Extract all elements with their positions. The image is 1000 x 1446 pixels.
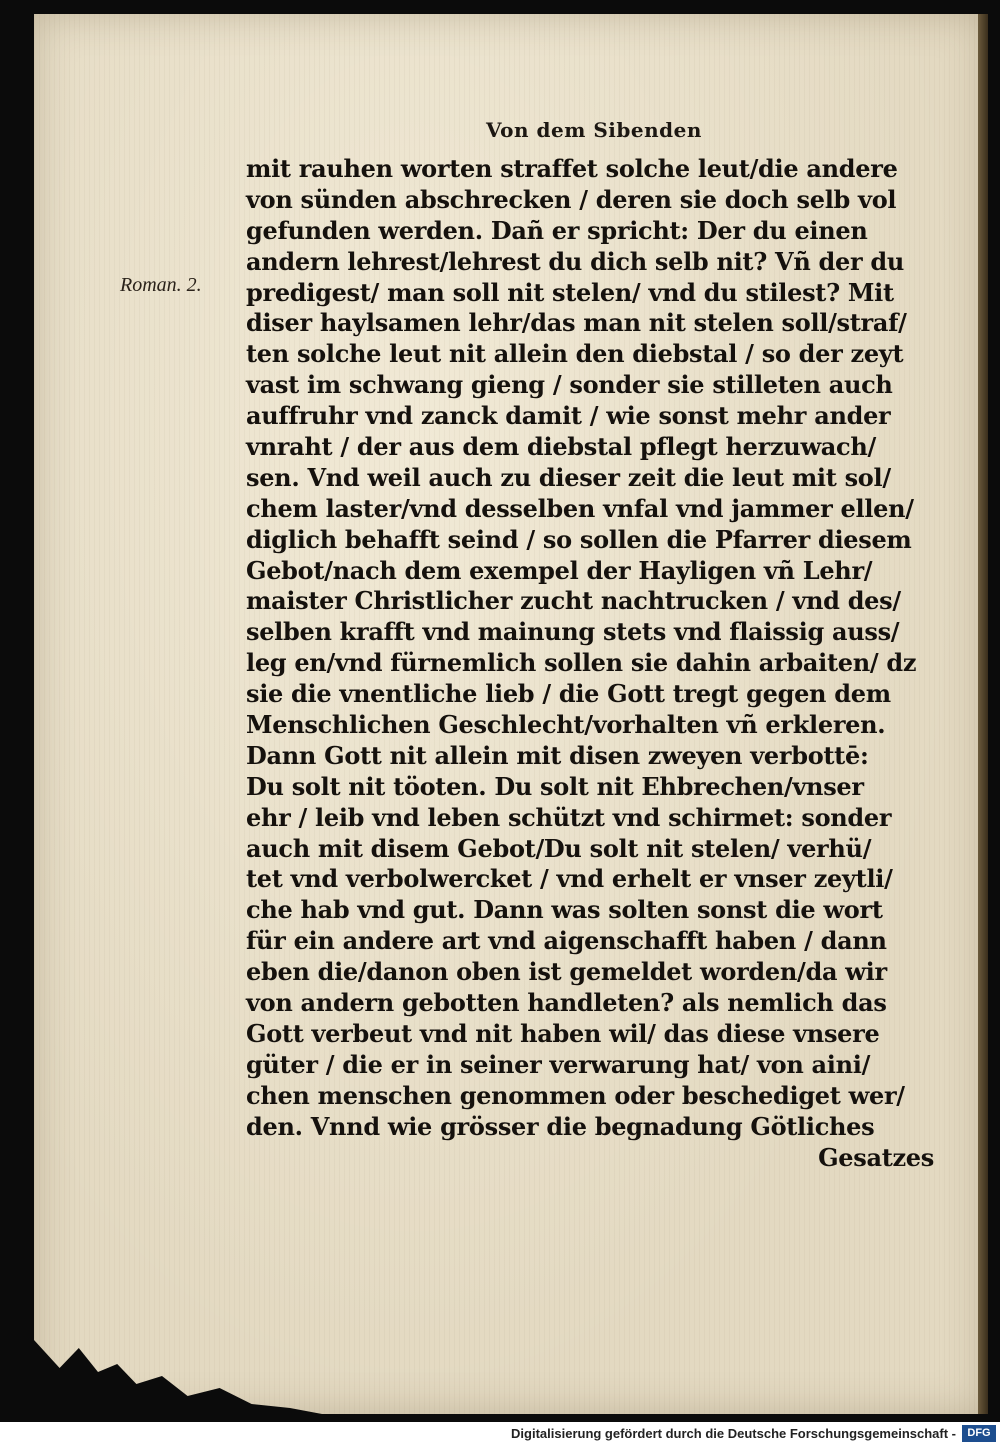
text-line: den. Vnnd wie grösser die begnadung Götliches — [246, 1111, 875, 1141]
text-line: andern lehrest/lehrest du dich selb nit? Vñ der du — [246, 246, 905, 276]
text-line: chen menschen genommen oder beschediget wer/ — [246, 1080, 905, 1110]
text-line: Du solt nit töoten. Du solt nit Ehbrechen/vnser — [246, 771, 864, 801]
text-line: diglich behafft seind / so sollen die Pfarrer diesem — [246, 524, 912, 554]
running-head: Von dem Sibenden — [486, 118, 702, 142]
text-line: vast im schwang gieng / sonder sie stilleten auch — [246, 370, 893, 400]
catchword: Gesatzes — [818, 1142, 934, 1172]
text-line: selben krafft vnd mainung stets vnd flaissig auss/ — [246, 617, 900, 647]
funding-notice: Digitalisierung gefördert durch die Deutsche Forschungsgemeinschaft - — [511, 1426, 956, 1441]
text-line: sie die vnentliche lieb / die Gott tregt gegen dem — [246, 679, 891, 709]
text-line: Menschlichen Geschlecht/vorhalten vñ erkleren. — [246, 710, 886, 740]
text-line: eben die/danon oben ist gemeldet worden/da wir — [246, 957, 887, 987]
text-line: che hab vnd gut. Dann was solten sonst die wort — [246, 895, 883, 925]
text-line: von andern gebotten handleten? als nemlich das — [246, 988, 887, 1018]
footer-bar — [0, 1422, 1000, 1446]
text-line: Dann Gott nit allein mit disen zweyen verbottē: — [246, 740, 869, 770]
text-line: Gebot/nach dem exempel der Hayligen vñ Lehr/ — [246, 555, 873, 585]
text-line: diser haylsamen lehr/das man nit stelen soll/straf/ — [246, 308, 907, 338]
text-line: ten solche leut nit allein den diebstal / so der zeyt — [246, 339, 904, 369]
text-line: auffruhr vnd zanck damit / wie sonst mehr ander — [246, 401, 891, 431]
text-line: güter / die er in seiner verwarung hat/ von aini/ — [246, 1049, 871, 1079]
text-line: predigest/ man soll nit stelen/ vnd du stilest? Mit — [246, 277, 894, 307]
margin-note: Roman. 2. — [120, 274, 202, 296]
text-line: maister Christlicher zucht nachtrucken / vnd des/ — [246, 586, 901, 616]
dfg-logo: DFG — [962, 1425, 996, 1442]
body-text — [246, 154, 946, 1173]
text-line: leg en/vnd fürnemlich sollen sie dahin arbaiten/ dz — [246, 648, 917, 678]
text-line: von sünden abschrecken / deren sie doch selb vol — [246, 184, 897, 214]
text-line: tet vnd verbolwercket / vnd erhelt er vnser zeytli/ — [246, 864, 893, 894]
text-line: für ein andere art vnd aigenschafft haben / dann — [246, 926, 887, 956]
text-line: Gott verbeut vnd nit haben wil/ das diese vnsere — [246, 1018, 880, 1048]
text-line: gefunden werden. Dañ er spricht: Der du einen — [246, 215, 868, 245]
text-line: mit rauhen worten straffet solche leut/die andere — [246, 154, 898, 183]
page-edge — [978, 14, 988, 1414]
text-line: ehr / leib vnd leben schützt vnd schirmet: sonder — [246, 802, 892, 832]
text-line: auch mit disem Gebot/Du solt nit stelen/ verhü/ — [246, 833, 872, 863]
text-line: vnraht / der aus dem diebstal pflegt herzuwach/ — [246, 432, 876, 462]
text-line: sen. Vnd weil auch zu dieser zeit die leut mit sol/ — [246, 462, 891, 492]
text-line: chem laster/vnd desselben vnfal vnd jammer ellen/ — [246, 493, 914, 523]
